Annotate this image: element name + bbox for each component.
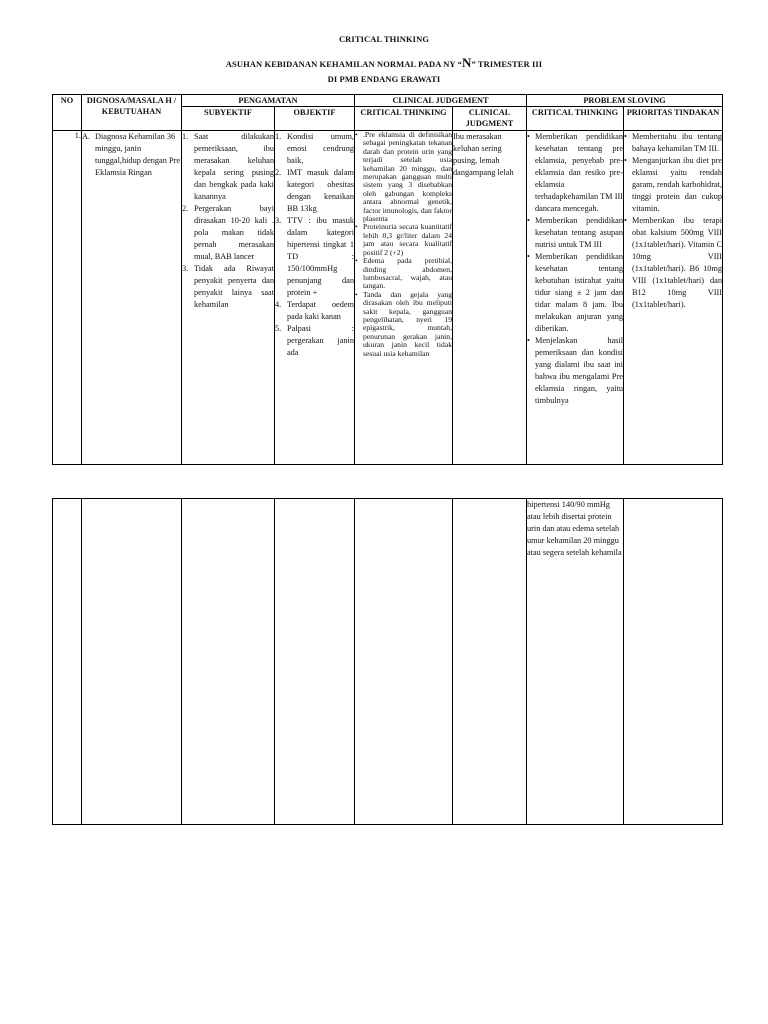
empty-cell xyxy=(53,499,82,825)
list-item: 2. Pergerakan bayi dirasakan 10-20 kali . pola makan tidak pernah merasakan mual, BAB lancer xyxy=(182,204,274,261)
col-subyektif-header: SUBYEKTIF xyxy=(182,107,275,131)
main-table xyxy=(52,94,723,465)
col-objektif-header: OBJEKTIF xyxy=(275,107,355,131)
col-clinical-judgment-header: CLINICAL JUDGMENT xyxy=(453,107,527,131)
col-critical-thinking-2-header: CRITICAL THINKING xyxy=(527,107,624,131)
list-item: • Menganjurkan ibu diet pre eklamsi yaitu rendah garam, rendah karbohidrat, tinggi protein dan cukup vitamin. xyxy=(624,155,722,215)
col-clinical-judgement-header: CLINICAL JUDGEMENT xyxy=(355,95,527,107)
list-item: 2. IMT masuk dalam kategori obesitas dengan kenaikan BB 13kg xyxy=(275,168,354,213)
list-item: 1. Saat dilakukan pemeriksaan, ibu merasakan keluhan kepala sering pusing dan bengkak pada kaki kanannya xyxy=(182,132,274,201)
col-critical-thinking-header: CRITICAL THINKING xyxy=(355,107,453,131)
diagnosa-text: Diagnosa Kehamilan 36 minggu, janin tunggal,hidup dengan Pre Eklamsia Ringan xyxy=(95,132,181,177)
subtitle-pre: ASUHAN KEBIDANAN KEHAMILAN NORMAL PADA NY “ xyxy=(225,59,462,69)
list-item: • Edema pada pretibial, dinding abdomen, lumbosacral, wajah, atau tangan. xyxy=(355,257,452,291)
list-item: • Memberikan pendidikan kesehatan tentang asupan nutrisi untuk TM III xyxy=(527,215,623,251)
empty-cell xyxy=(275,499,355,825)
list-item: • Memberikan ibu terapi obat kalsium 500mg VIII (1x1tablet/hari). Vitamin C 10mg VIII (1x1tablet/hari). B6 10mg VIII (1x1tablet/hari) dan B12 10mg VIII (1x1tablet/hari). xyxy=(624,215,722,311)
col-problem-solving-header: PROBLEM SLOVING xyxy=(527,95,723,107)
subyektif-cell xyxy=(182,131,275,465)
list-item: • Memberikan pendidikan kesehatan tentang pre eklamsia, penyebab pre-eklamsia dan resiko pre-eklamsia terhadapkehamilan TM III dancara mencegah. xyxy=(527,131,623,215)
empty-cell xyxy=(453,499,527,825)
col-diagnosa-header: DIGNOSA/MASALA H / KEBUTUAHAN xyxy=(82,95,182,131)
diagnosa-cell xyxy=(82,131,182,465)
empty-cell xyxy=(182,499,275,825)
list-item: • Proteinuria secara kuantitatif lebih 0,3 gr/liter dalam 24 jam atau secara kualitatif positif 2 (+2) xyxy=(355,223,452,257)
doc-location: DI PMB ENDANG ERAWATI xyxy=(327,74,441,84)
continuation-table xyxy=(52,498,723,825)
patient-initial: N xyxy=(461,55,472,70)
list-item: 1. Kondisi umum, emosi cendrung baik, xyxy=(275,132,354,165)
objektif-cell xyxy=(275,131,355,465)
empty-cell xyxy=(355,499,453,825)
subtitle-post: ” TRIMESTER III xyxy=(471,59,543,69)
list-item: 4. Terdapat oedem pada kaki kanan xyxy=(275,300,354,321)
critical-thinking-2-cell xyxy=(527,131,624,465)
doc-subtitle xyxy=(0,55,768,71)
list-item: • .Pre eklamsia di definisikan sebagai peningkatan tekanan darah dan protein urin yang terjadi setelah usia kehamilan 20 minggu, dan merupakan gangguan multi sistem yang 3 disebabkan oleh gabungan kompleks antara abnormal genetik, factor imunologis, dan faktor plasenta xyxy=(355,131,452,223)
list-item: • Memberitahu ibu tentang bahaya kehamilan TM III. xyxy=(624,131,722,155)
col-pengamatan-header: PENGAMATAN xyxy=(182,95,355,107)
empty-cell xyxy=(82,499,182,825)
col-no-header: NO xyxy=(53,95,82,131)
list-item: 3. Tidak ada Riwayat penyakit penyerta dan penyakit lainya saat kehamilan xyxy=(182,264,274,309)
list-item: 5. Palpasi : pergerakan janin ada xyxy=(275,324,354,357)
table-row xyxy=(53,499,723,825)
list-item: • Menjelaskan hasil pemeriksaan dan kondisi yang dialami ibu saat ini bahwa ibu mengalami Pre eklamsia ringan, yaitu timbulnya xyxy=(527,335,623,407)
table-row xyxy=(53,131,723,465)
empty-cell xyxy=(624,499,723,825)
row-number: 1. xyxy=(53,131,82,465)
list-item: • Tanda dan gejala yang dirasakan oleh ibu meliputi sakit kepala, gangguan pengelihatan, nyeri 19 epigastrik, muntah, penurunan gerakan janin, ukuran janin kecil tidak sesuai usia kehamilan xyxy=(355,291,452,358)
col-prioritas-header: PRIORITAS TINDAKAN xyxy=(624,107,723,131)
list-item: 3. TTV : ibu masuk dalam kategori hipertensi tingkat 1 TD : 150/100mmHg penunjang dan protein + xyxy=(275,216,354,297)
critical-thinking-2-continued: hipertensi 140/90 mmHg atau lebih disertai protein urin dan atau edema setelah umur kehamilan 20 minggu atau segera setelah kehamila xyxy=(527,499,624,825)
clinical-judgment-cell: Ibu merasakan keluhan sering pusing, lemah dangampang lelah xyxy=(453,131,527,465)
prioritas-cell xyxy=(624,131,723,465)
doc-title: CRITICAL THINKING xyxy=(338,34,430,44)
diagnosa-letter: A. xyxy=(82,132,91,141)
list-item: • Memberikan pendidikan kesehatan tentang kebutuhan istirahat yaitu tidur siang ± 2 jam dan tidar malam 8 jam. Ibu melakukan anjuran yang diberikan. xyxy=(527,251,623,335)
critical-thinking-cell xyxy=(355,131,453,465)
